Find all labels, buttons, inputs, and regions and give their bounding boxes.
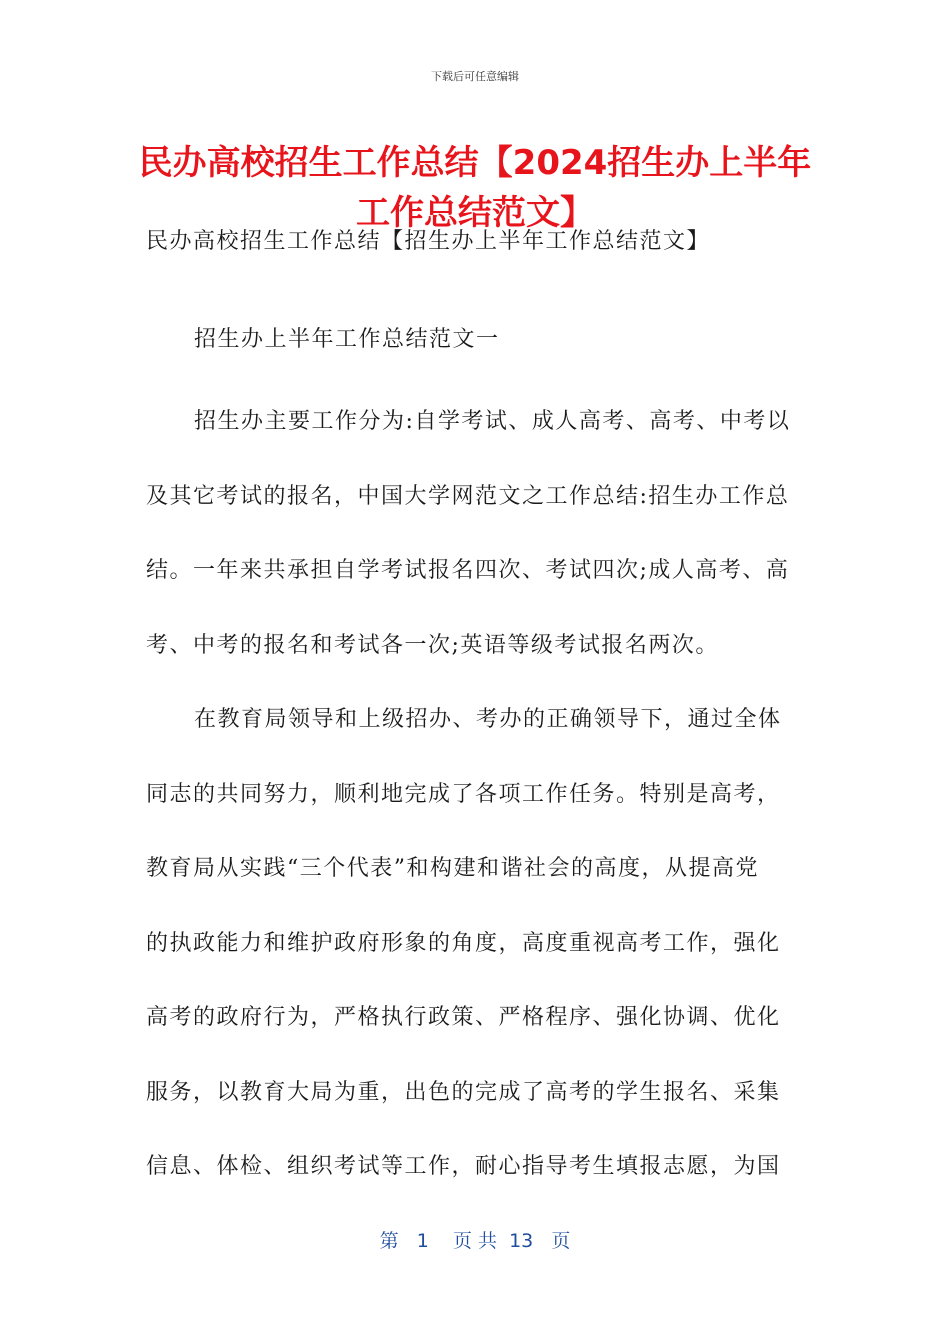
paragraph-line: 信息、体检、组织考试等工作，耐心指导考生填报志愿，为国 (146, 1154, 781, 1179)
paragraph-line: 服务，以教育大局为重，出色的完成了高考的学生报名、采集 (146, 1079, 781, 1105)
document-title-line-2: 工作总结范文】 (356, 193, 594, 233)
document-subtitle: 民办高校招生工作总结【招生办上半年工作总结范文】 (146, 229, 711, 254)
page-number-footer: 第 1 页 共 13 页 (379, 1230, 571, 1252)
document-body (146, 222, 806, 1205)
page-header-note: 下载后可任意编辑 (431, 70, 519, 83)
paragraph-line: 及其它考试的报名，中国大学网范文之工作总结:招生办工作总 (146, 483, 790, 509)
paragraph-line: 的执政能力和维护政府形象的角度，高度重视高考工作，强化 (146, 930, 781, 956)
paragraph-line: 结。一年来共承担自学考试报名四次、考试四次;成人高考、高 (146, 558, 790, 583)
paragraph-2 (146, 683, 806, 1205)
paragraph-line: 招生办主要工作分为:自学考试、成人高考、高考、中考以 (194, 409, 791, 434)
paragraph-1 (146, 385, 806, 683)
paragraph-line: 在教育局领导和上级招办、考办的正确领导下，通过全体 (194, 707, 782, 732)
document-title-line-1: 民办高校招生工作总结【2024招生办上半年 (138, 143, 812, 183)
paragraph-line: 同志的共同努力，顺利地完成了各项工作任务。特别是高考， (146, 781, 781, 807)
section-heading: 招生办上半年工作总结范文一 (194, 327, 500, 352)
paragraph-line: 高考的政府行为，严格执行政策、严格程序、强化协调、优化 (146, 1005, 781, 1030)
paragraph-line: 教育局从实践“三个代表”和构建和谐社会的高度，从提高党 (146, 856, 759, 881)
paragraph-line: 考、中考的报名和考试各一次;英语等级考试报名两次。 (146, 632, 719, 658)
